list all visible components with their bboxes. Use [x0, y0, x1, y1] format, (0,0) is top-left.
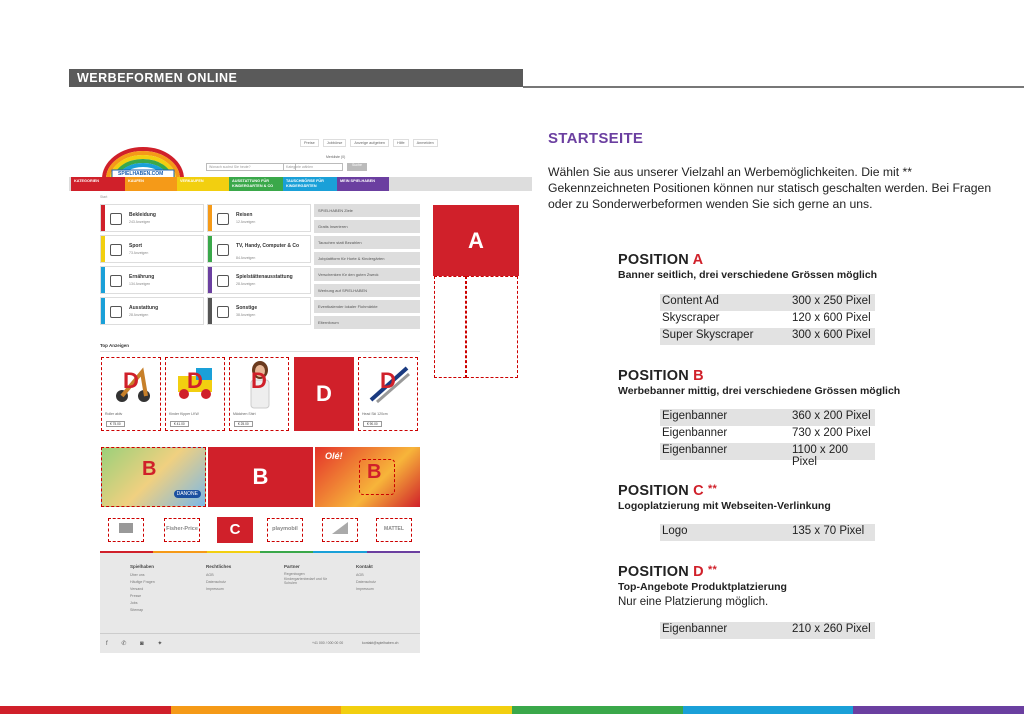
mattel-logo[interactable]: MATTEL: [376, 518, 412, 542]
box-icon: [110, 306, 122, 318]
position-a: [618, 252, 877, 281]
ad-a-super-skyscraper: [466, 276, 518, 378]
position-heading: POSITION B: [618, 368, 704, 384]
brand-logo-slot[interactable]: [322, 518, 358, 542]
top-anzeigen-title: Top Anzeigen: [100, 343, 129, 348]
size-row: Content Ad 300 x 250 Pixel: [660, 294, 875, 311]
nav-mein-spielhaben[interactable]: MEIN SPIELHABEN: [337, 177, 389, 191]
mock-topnav-item[interactable]: Anmelden: [413, 139, 438, 147]
mock-top-nav: [300, 139, 438, 147]
ad-d-highlight[interactable]: D: [294, 357, 354, 431]
mock-topnav-item[interactable]: Jobbörse: [323, 139, 347, 147]
nav-kaufen[interactable]: KAUFEN: [125, 177, 177, 191]
ad-d-label: D: [251, 368, 267, 393]
bottle-icon: [110, 275, 122, 287]
nav-ausstattung[interactable]: AUSSTATTUNG FÜR KINDERGARTEN & CO: [229, 177, 283, 191]
logo-text: SPIELHABEN.COM: [118, 171, 164, 177]
playmobil-logo[interactable]: playmobil: [267, 518, 303, 542]
footer-link[interactable]: Sitemap: [130, 608, 144, 612]
footer-link[interactable]: Regenbogen Kindergartenbedarf und für Schulen: [284, 572, 327, 585]
product-name: Roller aktiv: [105, 412, 123, 416]
side-link[interactable]: Tauschen statt Bezahlen: [314, 236, 420, 249]
fisher-price-logo[interactable]: Fisher-Price: [164, 518, 200, 542]
umbrella-icon: [217, 213, 229, 225]
side-link[interactable]: Werbung auf SPIELHABEN: [314, 284, 420, 297]
nav-kategorien[interactable]: KATEGORIEN: [71, 177, 125, 191]
social-icons[interactable]: f ✆ ◙ ✦: [106, 641, 169, 647]
side-link[interactable]: SPIELHABEN Ziele: [314, 204, 420, 217]
position-subtitle: Top-Angebote Produktplatzierung: [618, 581, 787, 593]
side-link[interactable]: Eventkalender lokaler Flohmärkte: [314, 300, 420, 313]
header-rule: [523, 86, 1024, 88]
side-link[interactable]: Gratis Inserieren: [314, 220, 420, 233]
merkliste[interactable]: Merkliste (0): [326, 155, 346, 159]
brand-logo-slot[interactable]: [108, 518, 144, 542]
product-price: € 25.00: [234, 421, 253, 427]
position-d-sizes: [660, 622, 875, 639]
mock-topnav-item[interactable]: Anzeige aufgeben: [350, 139, 389, 147]
footer-link[interactable]: Über uns: [130, 573, 145, 577]
side-link[interactable]: Elternforum: [314, 316, 420, 329]
shirt-icon: [110, 213, 122, 225]
breadcrumb[interactable]: Start: [100, 195, 108, 199]
intro-text: Wählen Sie aus unserer Vielzahl an Werbemöglichkeiten. Die mit ** Gekennzeichneten Positionen können nur statisch geschalten werden. Bei Fragen oder zu Sonderwerbeformen wenden Sie sich gerne an uns.: [548, 165, 992, 211]
position-a-sizes: [660, 294, 875, 345]
size-row: Skyscraper 120 x 600 Pixel: [662, 312, 871, 324]
ad-d-label: D: [123, 368, 139, 393]
footer-link[interactable]: Impressum: [206, 587, 224, 591]
size-row: Eigenbanner 730 x 200 Pixel: [662, 427, 871, 439]
category-reisen[interactable]: Reisen 12 Anzeigen: [207, 204, 311, 232]
position-heading: POSITION C **: [618, 483, 717, 499]
product-card[interactable]: [358, 357, 418, 431]
startseite-title: STARTSEITE: [548, 130, 644, 147]
mock-footer: [100, 553, 420, 653]
product-card[interactable]: [229, 357, 289, 431]
side-link[interactable]: Verschenken für den guten Zweck: [314, 268, 420, 281]
ad-b-banner-center[interactable]: B: [208, 447, 313, 507]
footer-col-partner: Partner Regenbogen Kindergartenbedarf und für Schulen: [284, 563, 332, 586]
position-subtitle: Banner seitlich, drei verschiedene Grössen möglich: [618, 269, 878, 281]
position-c-sizes: [660, 524, 875, 541]
stroller-icon: [217, 275, 229, 287]
footer-link[interactable]: AGB: [206, 573, 214, 577]
position-c: [618, 483, 831, 512]
position-b-sizes: [660, 409, 875, 468]
danone-logo: DANONE: [174, 490, 201, 498]
category-ernaehrung[interactable]: Ernährung 134 Anzeigen: [100, 266, 204, 294]
side-link[interactable]: Jobplattform für Horte & Kindergärten: [314, 252, 420, 265]
bottom-rainbow: [0, 706, 1024, 714]
ad-b-label: B: [367, 461, 382, 483]
divider: [100, 351, 420, 352]
scooter-icon: [110, 244, 122, 256]
product-name: Mädchen Shirt: [233, 412, 256, 416]
size-row: Super Skyscraper 300 x 600 Pixel: [660, 328, 875, 345]
footer-link[interactable]: Datenschutz: [356, 580, 376, 584]
position-subtitle: Logoplatzierung mit Webseiten-Verlinkung: [618, 500, 831, 512]
ad-position-a[interactable]: [433, 205, 519, 379]
footer-col-kontakt: Kontakt AGB Datenschutz Impressum: [356, 564, 376, 591]
category-ausstattung[interactable]: Ausstattung 28 Anzeigen: [100, 297, 204, 325]
ad-a-skyscraper: [434, 276, 466, 378]
mock-main-nav: [69, 177, 532, 191]
position-note: Nur eine Platzierung möglich.: [618, 596, 769, 608]
footer-mail[interactable]: kontakt@spielhaben.ch: [362, 641, 399, 645]
mock-category-select[interactable]: Kategorie wählen: [283, 163, 343, 171]
position-heading: POSITION A: [618, 252, 704, 268]
position-b: [618, 368, 900, 397]
mock-search-button[interactable]: Suche: [347, 163, 367, 171]
mock-topnav-item[interactable]: Hilfe: [393, 139, 409, 147]
category-spielstaetten[interactable]: Spielstättenausstattung 28 Anzeigen: [207, 266, 311, 294]
ad-b-label: B: [142, 458, 157, 480]
mock-topnav-item[interactable]: Preise: [300, 139, 319, 147]
product-name: Head Ski 120cm: [362, 412, 388, 416]
footer-col-rechtliches: Rechtliches AGB Datenschutz Impressum: [206, 564, 232, 591]
footer-link[interactable]: Datenschutz: [206, 580, 226, 584]
product-name: Kinder Kipper LKW: [169, 412, 199, 416]
product-card[interactable]: [165, 357, 225, 431]
footer-bottom: [100, 633, 420, 653]
section-header: WERBEFORMEN ONLINE: [69, 69, 523, 87]
product-price: € 90.00: [363, 421, 382, 427]
pencil-icon: [217, 306, 229, 318]
nav-tauschboerse[interactable]: TAUSCHBÖRSE FÜR KINDERGÄRTEN: [283, 177, 337, 191]
size-row: Logo 135 x 70 Pixel: [660, 524, 875, 541]
footer-link[interactable]: AGB: [356, 573, 364, 577]
category-sonstige[interactable]: Sonstige 38 Anzeigen: [207, 297, 311, 325]
size-row: Eigenbanner 1100 x 200 Pixel: [660, 443, 875, 460]
footer-link[interactable]: Häufige Fragen: [130, 580, 155, 584]
category-bekleidung[interactable]: Bekleidung 243 Anzeigen: [100, 204, 204, 232]
category-sport[interactable]: Sport 73 Anzeigen: [100, 235, 204, 263]
product-price: € 75.00: [106, 421, 125, 427]
position-heading: POSITION D **: [618, 564, 717, 580]
position-d: [618, 564, 787, 608]
ad-d-label: D: [380, 368, 396, 393]
footer-col-spielhaben: Spielhaben Über uns Häufige Fragen Versand Presse Jobs Sitemap: [130, 564, 155, 612]
footer-link[interactable]: Impressum: [356, 587, 374, 591]
footer-link[interactable]: Presse: [130, 594, 142, 598]
size-row: Eigenbanner 360 x 200 Pixel: [660, 409, 875, 426]
position-subtitle: Werbebanner mittig, drei verschiedene Grössen möglich: [618, 385, 901, 397]
ole-text: Olé!: [325, 451, 343, 461]
category-tv-handy[interactable]: TV, Handy, Computer & Co 84 Anzeigen: [207, 235, 311, 263]
footer-phone: +41 000 / 000 00 00: [312, 641, 344, 645]
ad-c-highlight[interactable]: C: [217, 517, 253, 543]
footer-link[interactable]: Versand: [130, 587, 144, 591]
mock-search-input[interactable]: Wonach suchst Sie heute?: [206, 163, 296, 171]
ad-b-banner-right[interactable]: [315, 447, 420, 507]
product-card[interactable]: [101, 357, 161, 431]
ad-d-label: D: [187, 368, 203, 393]
size-row: Eigenbanner 210 x 260 Pixel: [660, 622, 875, 639]
tv-icon: [217, 244, 229, 256]
product-price: € 41.00: [170, 421, 189, 427]
nav-verkaufen[interactable]: VERKAUFEN: [177, 177, 229, 191]
ad-b-banner-left[interactable]: [101, 447, 206, 507]
footer-link[interactable]: Jobs: [130, 601, 138, 605]
ad-a-label: A: [433, 205, 519, 276]
